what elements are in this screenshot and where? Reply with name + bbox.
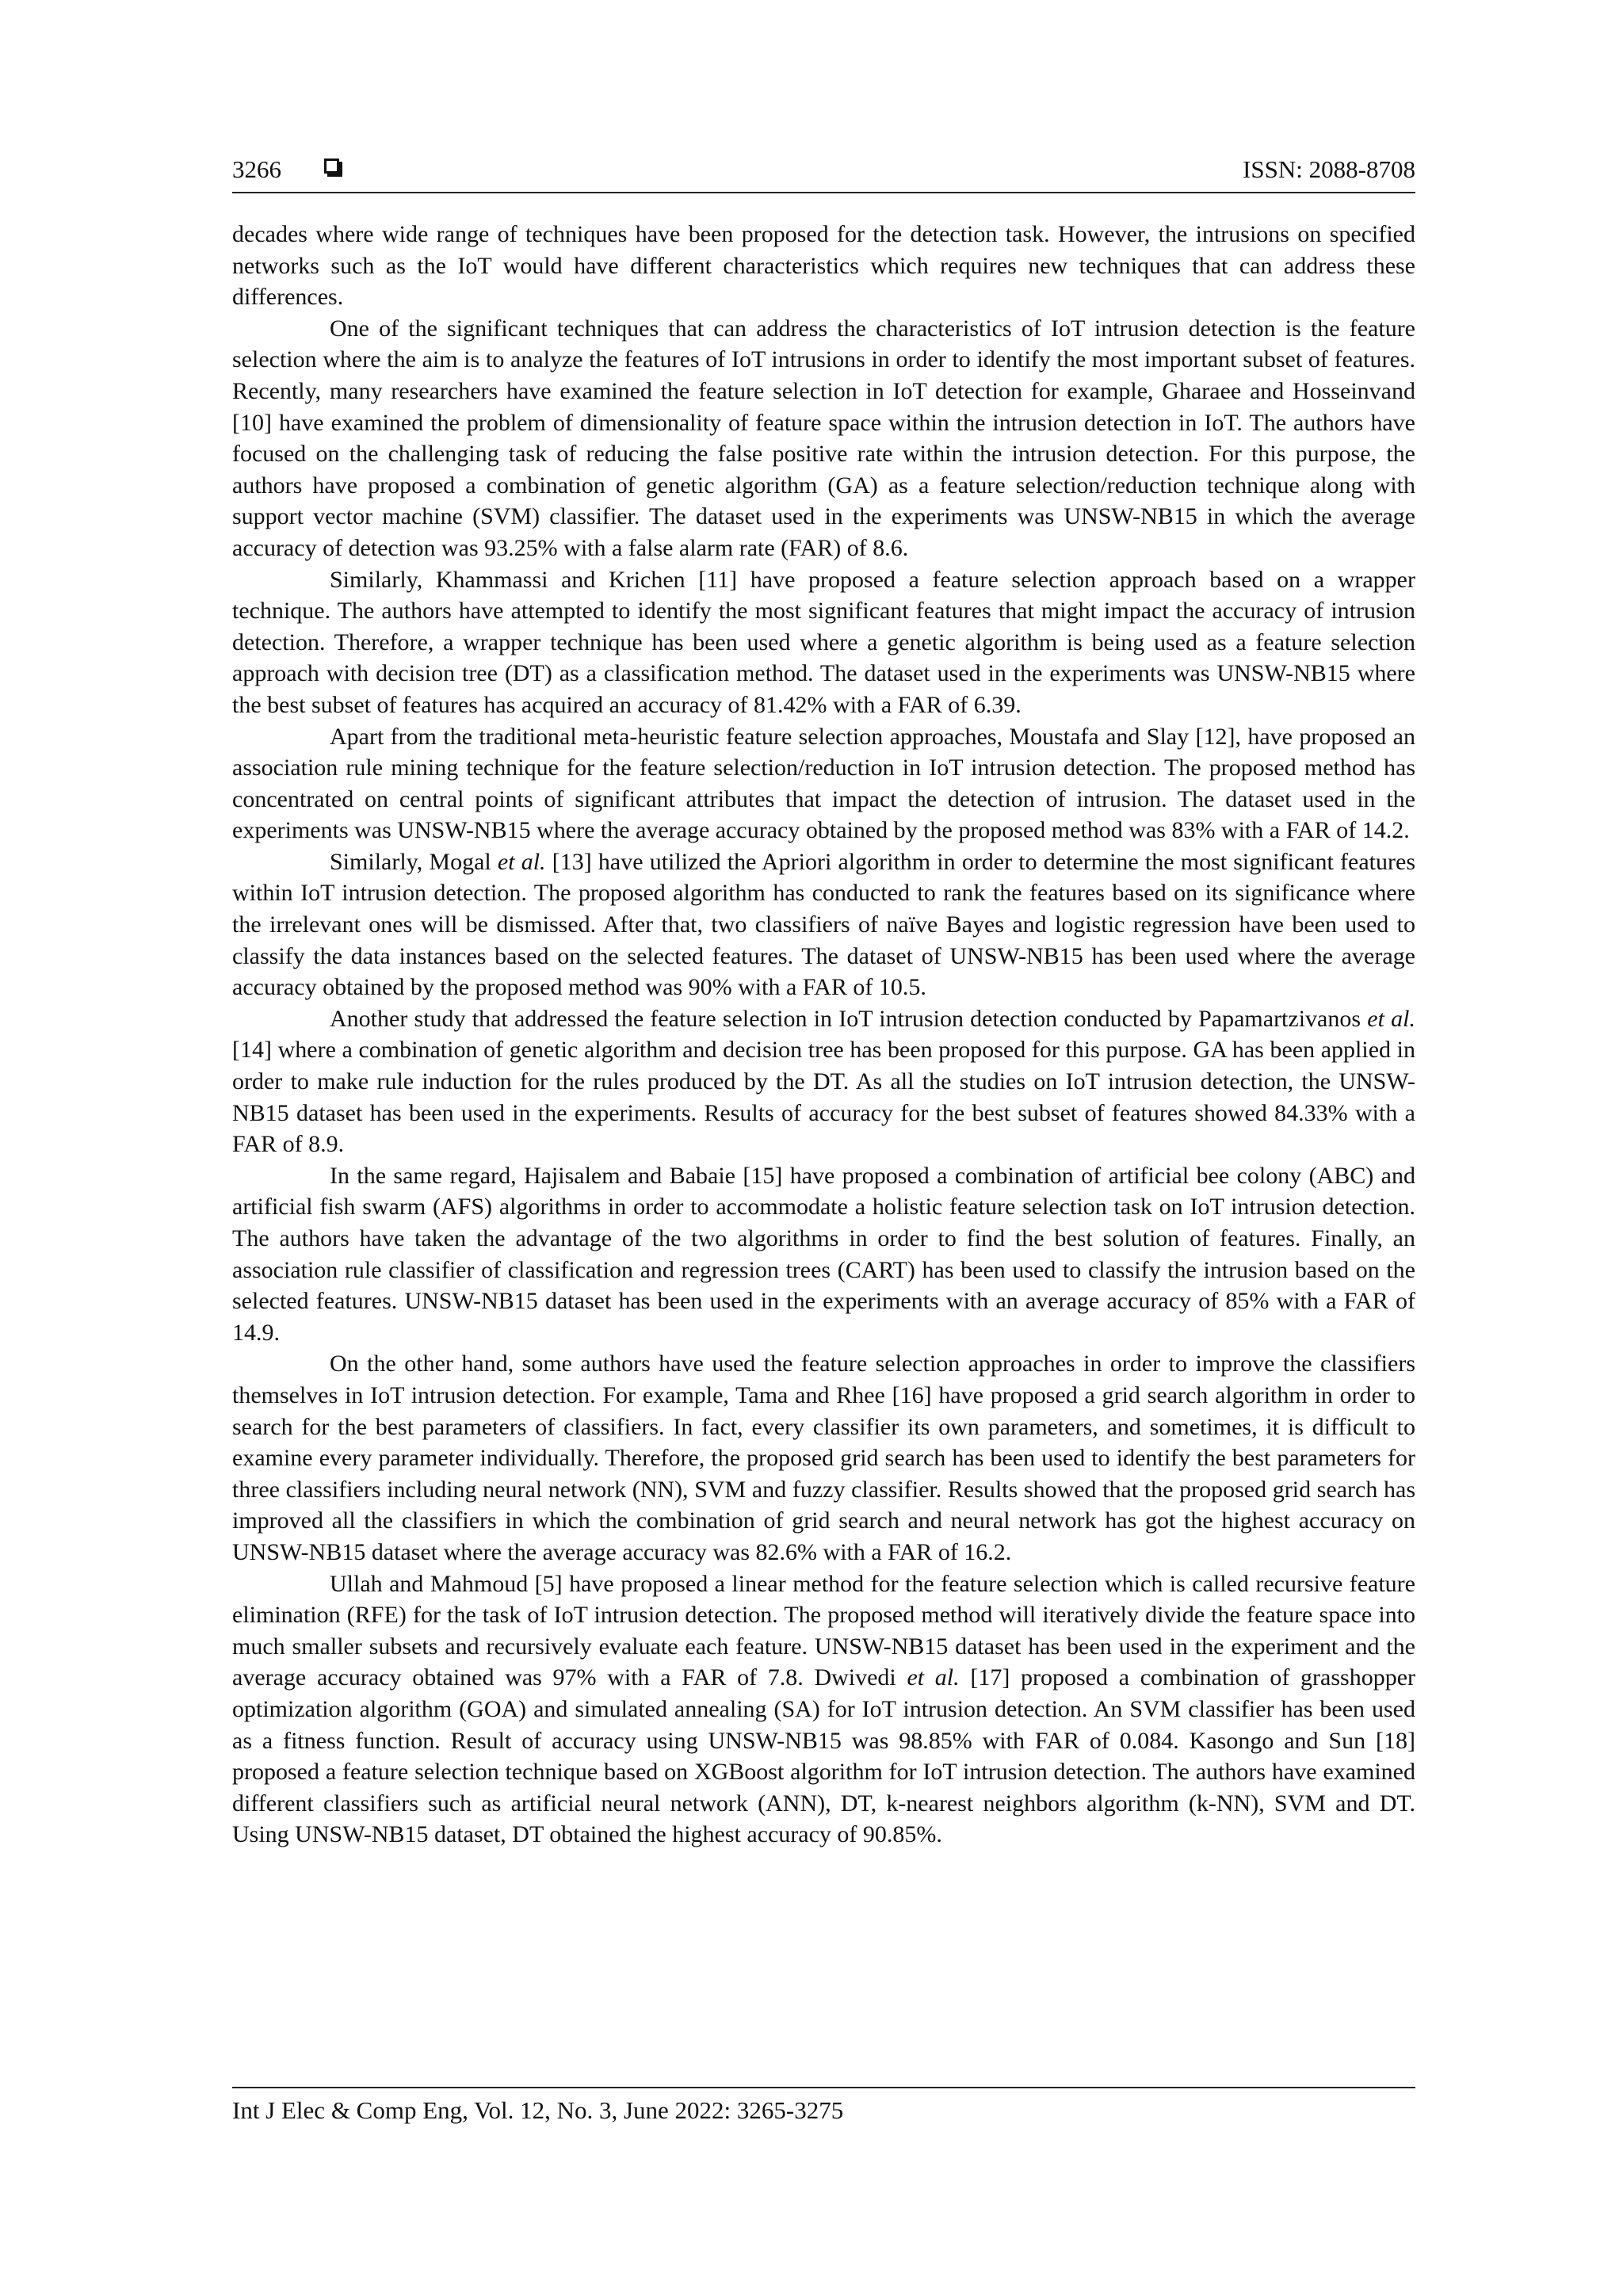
square-bullet-icon [324, 159, 339, 174]
paragraph-ullah-mahmoud [232, 1568, 1415, 1851]
page-number: 3266 [232, 155, 281, 183]
paragraph-tama-rhee: On the other hand, some authors have used the feature selection approaches in order to improve the classifiers themselves in IoT intrusion detection. For example, Tama and Rhee [16] have proposed a grid search algorithm in order to search for the best parameters of classifiers. In fact, every classifier its own parameters, and sometimes, it is difficult to examine every parameter individually. Therefore, the proposed grid search has been used to identify the best parameters for three classifiers including neural network (NN), SVM and fuzzy classifier. Results showed that the proposed grid search has improved all the classifiers in which the combination of grid search and neural network has got the highest accuracy on UNSW-NB15 dataset where the average accuracy was 82.6% with a FAR of 16.2. [232, 1350, 1415, 1565]
et-al-italic: et al. [1367, 1005, 1415, 1032]
paragraph-text: Ullah and Mahmoud [5] have proposed a linear method for the feature selection which is called recursive feature elimination (RFE) for the task of IoT intrusion detection. The proposed method will iteratively divide the feature space into much smaller subsets and recursively evaluate each feature. UNSW-NB15 dataset has been used in the experiment and the average accuracy obtained was 97% with a FAR of 7.8. Dwivedi [232, 1570, 1415, 1691]
et-al-italic: et al. [907, 1664, 960, 1691]
paragraph-feature-selection-intro: One of the significant techniques that can address the characteristics of IoT intrusion detection is the feature selection where the aim is to analyze the features of IoT intrusions in order to identify the most important subset of features. Recently, many researchers have examined the feature selection in IoT detection for example, Gharaee and Hosseinvand [10] have examined the problem of dimensionality of feature space within the intrusion detection in IoT. The authors have focused on the challenging task of reducing the false positive rate within the intrusion detection. For this purpose, the authors have proposed a combination of genetic algorithm (GA) as a feature selection/reduction technique along with support vector machine (SVM) classifier. The dataset used in the experiments was UNSW-NB15 in which the average accuracy of detection was 93.25% with a false alarm rate (FAR) of 8.6. [232, 315, 1415, 561]
paragraph-moustafa-slay: Apart from the traditional meta-heuristic feature selection approaches, Moustafa and Slay [12], have proposed an association rule mining technique for the feature selection/reduction in IoT intrusion detection. The proposed method has concentrated on central points of significant attributes that impact the detection of intrusion. The dataset used in the experiments was UNSW-NB15 where the average accuracy obtained by the proposed method was 83% with a FAR of 14.2. [232, 723, 1415, 844]
paragraph-mogal [232, 846, 1415, 1003]
paragraph-khammassi-krichen: Similarly, Khammassi and Krichen [11] have proposed a feature selection approach based on a wrapper technique. The authors have attempted to identify the most significant features that might impact the accuracy of intrusion detection. Therefore, a wrapper technique has been used where a genetic algorithm is being used as a feature selection approach with decision tree (DT) as a classification method. The dataset used in the experiments was UNSW-NB15 where the best subset of features has acquired an accuracy of 81.42% with a FAR of 6.39. [232, 566, 1415, 718]
paragraph-hajisalem-babaie: In the same regard, Hajisalem and Babaie [15] have proposed a combination of artificial bee colony (ABC) and artificial fish swarm (AFS) algorithms in order to accommodate a holistic feature selection task on IoT intrusion detection. The authors have taken the advantage of the two algorithms in order to find the best solution of features. Finally, an association rule classifier of classification and regression trees (CART) has been used to classify the intrusion based on the selected features. UNSW-NB15 dataset has been used in the experiments with an average accuracy of 85% with a FAR of 14.9. [232, 1162, 1415, 1346]
paragraph-text: [17] proposed a combination of grasshopper optimization algorithm (GOA) and simulated annealing (SA) for IoT intrusion detection. An SVM classifier has been used as a fitness function. Result of accuracy using UNSW-NB15 was 98.85% with FAR of 0.084. Kasongo and Sun [18] proposed a feature selection technique based on XGBoost algorithm for IoT intrusion detection. The authors have examined different classifiers such as artificial neural network (ANN), DT, k-nearest neighbors algorithm (k-NN), SVM and DT. Using UNSW-NB15 dataset, DT obtained the highest accuracy of 90.85%. [232, 1664, 1416, 1848]
page-header [232, 155, 1415, 193]
et-al-italic: et al. [497, 848, 546, 875]
body-text [232, 219, 1415, 1851]
page-footer [232, 2087, 1415, 2125]
paragraph-text: Similarly, Mogal [330, 848, 498, 875]
journal-citation: Int J Elec & Comp Eng, Vol. 12, No. 3, June 2022: 3265-3275 [232, 2096, 844, 2124]
paragraph-text: Another study that addressed the feature selection in IoT intrusion detection conducted by Papamartzivanos [330, 1005, 1368, 1032]
paragraph-text: [14] where a combination of genetic algorithm and decision tree has been proposed for this purpose. GA has been applied in order to make rule induction for the rules produced by the DT. As all the studies on IoT intrusion detection, the UNSW-NB15 dataset has been used in the experiments. Results of accuracy for the best subset of features showed 84.33% with a FAR of 8.9. [232, 1037, 1415, 1158]
issn-label: ISSN: 2088-8708 [1243, 155, 1415, 183]
paragraph-continuation: decades where wide range of techniques have been proposed for the detection task. However, the intrusions on specified networks such as the IoT would have different characteristics which requires new techniques that can address these differences. [232, 221, 1415, 311]
paragraph-papamartzivanos [232, 1003, 1415, 1160]
paragraph-text: [13] have utilized the Apriori algorithm in order to determine the most significant features within IoT intrusion detection. The proposed algorithm has conducted to rank the features based on its significance where the irrelevant ones will be dismissed. After that, two classifiers of naïve Bayes and logistic regression have been used to classify the data instances based on the selected features. The dataset of UNSW-NB15 has been used where the average accuracy obtained by the proposed method was 90% with a FAR of 10.5. [232, 848, 1415, 1001]
